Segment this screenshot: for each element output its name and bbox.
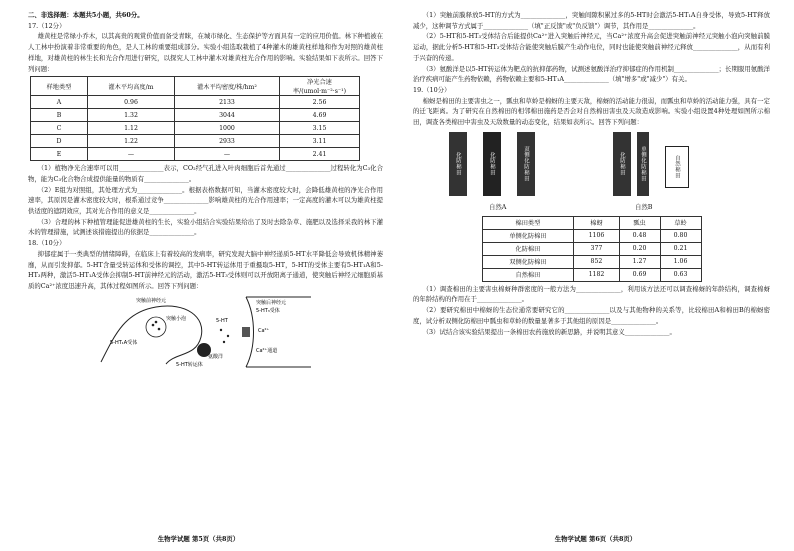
q17-table bbox=[30, 76, 360, 161]
table-cell: 1106 bbox=[574, 229, 619, 242]
q19-intro: 棉蚜是棉田的主要害虫之一，瓢虫和草蛉是棉蚜的主要天敌，棉蚜的活动能力很弱，而瓢虫和草蛉的活动能力强，具有一定的迁飞距离。为了研究在自然棉田的相邻棉田施药是否会对自然棉田害虫及天敌造成影响。实验小组设置4种处理如图所示棉田，调查各类棉田中害虫及天敌数量的动态变化，结果如表所示。回答下列问题： bbox=[413, 96, 770, 127]
fig-label: 5-HT₁A受体 bbox=[109, 339, 137, 346]
table-header-row bbox=[482, 216, 701, 229]
table-cell: 0.69 bbox=[619, 268, 660, 281]
q19-table bbox=[482, 216, 702, 282]
table-row bbox=[482, 242, 701, 255]
page-right bbox=[397, 0, 794, 551]
table-cell: 0.20 bbox=[619, 242, 660, 255]
table-cell: 0.96 bbox=[88, 96, 175, 109]
field-bar: 单侧化防棉田 bbox=[637, 132, 649, 196]
fig-caption: 自然B bbox=[635, 202, 653, 211]
table-header: 瓢虫 bbox=[619, 216, 660, 229]
q17-intro: 雄黄柱是常绿小乔木，以其高贵的观赏价值而备受青睐，在城市绿化、生态保护等方面具有一定的应用价值。林下种植被在人工林中扮演着非常重要的角色，是人工林的重要组成部分。实验小组选取栽植了4种灌木的雄黄柱样地和作为对照的雄黄柱样地，对雄黄柱的林生长和光合作用进行研究，以探究人工林中灌木对雄黄柱光合作用的影响。实验结果如下表所示。回答下列问题： bbox=[28, 32, 383, 73]
table-header: 棉田类型 bbox=[482, 216, 574, 229]
q19-sub1: （1）调查棉田的主要害虫棉蚜种群密度的一般方法为______________，利用该方法还可以调查棉蚜的年龄结构，调查棉蚜的年龄结构的作用在于______________。 bbox=[413, 284, 770, 304]
table-header: 灌木平均密度/株/hm² bbox=[175, 77, 280, 96]
q17-sub3: （3）合理的林下种植管理能促进雄黄柱的生长，实验小组结合实验结果给出了及时去除杂草、施肥以及选择采我的林下灌木的管理措施，试测述该措施提出的依据是______________。 bbox=[28, 217, 383, 237]
table-cell: 3.15 bbox=[280, 122, 360, 135]
q17-heading: 17.（12分） bbox=[28, 21, 66, 30]
table-cell: 2933 bbox=[175, 135, 280, 148]
table-row bbox=[482, 268, 701, 281]
table-cell: 0.80 bbox=[660, 229, 701, 242]
table-cell: 自然棉田 bbox=[482, 268, 574, 281]
table-cell: 4.69 bbox=[280, 109, 360, 122]
q18-sub3: （3）氨酸洋是以5-HT转运体为靶点的抗抑郁药物，试测述氨酸洋治疗抑郁症的作用机制______________；长期服用氨酸洋治疗疾病可能产生药物依赖，药物依赖主要和5-HT₁A______________（填"增多"或"减少"）有关。 bbox=[413, 64, 770, 84]
table-cell: C bbox=[31, 122, 88, 135]
table-cell: 单侧化防棉田 bbox=[482, 229, 574, 242]
table-cell: 0.21 bbox=[660, 242, 701, 255]
q18-sub2: （2）5-HT和5-HT₃受体结合后能提供Ca²⁺进入突触后神经元，当Ca²⁺浓度升高会促进突触前神经元突触小泡向突触前膜运动，据此分析5-HT和5-HT₃受体结合能使突触后膜产生动作电位，同时也能使突触前神经元释放______________，从而有利于兴奋的传递。 bbox=[413, 32, 770, 62]
table-cell: 1182 bbox=[574, 268, 619, 281]
fig-label: Ca²⁺通道 bbox=[255, 347, 277, 354]
table-row bbox=[31, 96, 360, 109]
table-cell: B bbox=[31, 109, 88, 122]
table-cell: 0.48 bbox=[619, 229, 660, 242]
table-header: 净光合速率/(umol·m⁻²·s⁻¹) bbox=[280, 77, 360, 96]
q19-sub3: （3）试结合该实验结果提出一条棉田农药施放的新思路，并说明其意义______________。 bbox=[422, 327, 676, 336]
q18-sub1: （1）突触前膜释放5-HT的方式为______________，突触间隙积累过多的5-HT时会激活5-HT₁A自身受体，导致5-HT释放减少，这种调节方式属于______________（填"正反馈"或"负反馈"）调节，其作用是______________。 bbox=[413, 11, 770, 30]
table-header: 样地类型 bbox=[31, 77, 88, 96]
table-cell: A bbox=[31, 96, 88, 109]
q19-sub2: （2）要研究棉田中棉蚜的生态位通常要研究它的______________以及与其他物种的关系等，比较棉田A和棉田B的棉蚜密度，试分析双侧化防棉田中瓢虫和草蛉的数量显著多于其他组的原因是______________。 bbox=[413, 306, 770, 325]
synaptic-vesicle bbox=[146, 317, 166, 337]
table-cell: 1.22 bbox=[88, 135, 175, 148]
table-header: 棉蚜 bbox=[574, 216, 619, 229]
page-footer-left: 生物学试题 第5页（共8页） bbox=[157, 535, 240, 543]
table-cell: — bbox=[175, 148, 280, 161]
fig-caption: 自然A bbox=[489, 202, 507, 211]
q18-intro: 抑郁症属于一类典型的情绪障碍，在临床上有着较高的发病率，研究发现大脑中神经递质5-HT水平降低会导致机体精神萎靡，从而引发抑郁。5-HT含量受转运体和受体的调控，其中5-HT转运体用于重摄取5-HT，5-HT的受体主要有5-HT₁A和5-HT₃两种，激活5-HT₁A受体会抑制5-HT前神经元的活动，激活5-HT₃受体则可以开放阳离子通道，使突触后神经元细胞质基质的Ca²⁺浓度迅速升高，其体过程如图所示。回答下列问题： bbox=[28, 249, 383, 290]
q18-heading: 18.（10分） bbox=[28, 239, 66, 248]
table-cell: 1.27 bbox=[619, 255, 660, 268]
q17-sub1: （1）植物净光合速率可以用______________表示，CO₂经气孔进入叶肉细胞后首先通过______________过程转化为C₃化合物，能为C₃化合物合成提供能量的物质有______________。 bbox=[28, 164, 383, 183]
table-row bbox=[31, 148, 360, 161]
table-cell: 3.11 bbox=[280, 135, 360, 148]
table-cell: 双侧化防棉田 bbox=[482, 255, 574, 268]
table-cell: E bbox=[31, 148, 88, 161]
section-heading: 二、非选择题：本题共5小题，共60分。 bbox=[28, 11, 144, 19]
table-cell: 化防棉田 bbox=[482, 242, 574, 255]
page-footer-right: 生物学试题 第6页（共8页） bbox=[554, 535, 637, 543]
field-bar: 自然棉田 bbox=[665, 146, 689, 188]
table-cell: 2.41 bbox=[280, 148, 360, 161]
field-layout-figure bbox=[413, 130, 770, 214]
table-row bbox=[482, 229, 701, 242]
table-header-row bbox=[31, 77, 360, 96]
table-cell: 3044 bbox=[175, 109, 280, 122]
table-cell: D bbox=[31, 135, 88, 148]
fig-label: Ca²⁺ bbox=[257, 327, 269, 334]
presynaptic-neuron-outline bbox=[101, 306, 202, 364]
table-cell: 1.32 bbox=[88, 109, 175, 122]
table-cell: 0.63 bbox=[660, 268, 701, 281]
table-cell: 2.56 bbox=[280, 96, 360, 109]
field-bar: 化防棉田 bbox=[449, 132, 467, 196]
receptor-channel bbox=[242, 327, 250, 337]
table-row bbox=[31, 122, 360, 135]
table-cell: 1000 bbox=[175, 122, 280, 135]
table-cell: 1.12 bbox=[88, 122, 175, 135]
fig-label: 5-HT bbox=[215, 317, 228, 324]
q17-sub2: （2）E组为对照组，其处理方式为______________。根据表格数据可知，当灌木密度较大时，会降低雄黄柱的净光合作用速率，其原因是灌木密度较大时，根系通过竞争______________影响雄黄柱的光合作用速率；一定高度的灌木可以为雄黄柱提供适度的遮阴效应，其对光合作用的意义是______________。 bbox=[28, 185, 383, 216]
q19-heading: 19.（10分） bbox=[413, 85, 451, 94]
field-bar: 双侧化防棉田 bbox=[517, 132, 535, 196]
table-cell: 377 bbox=[574, 242, 619, 255]
synapse-diagram bbox=[96, 292, 316, 370]
table-cell: 852 bbox=[574, 255, 619, 268]
table-row bbox=[31, 135, 360, 148]
field-bar: 化防棉田 bbox=[613, 132, 631, 196]
fig-label: 突触小泡 bbox=[165, 315, 186, 322]
table-cell: 1.06 bbox=[660, 255, 701, 268]
table-row bbox=[31, 109, 360, 122]
field-bar: 化防棉田 bbox=[483, 132, 501, 196]
fig-label: 突触后神经元 bbox=[255, 299, 286, 306]
table-header: 草蛉 bbox=[660, 216, 701, 229]
table-row bbox=[482, 255, 701, 268]
fig-label: 5-HT转运体 bbox=[175, 361, 203, 368]
fig-label: 突触前神经元 bbox=[135, 297, 166, 304]
table-header: 灌木平均高度/m bbox=[88, 77, 175, 96]
fig-label: 5-HT₃受体 bbox=[255, 307, 280, 314]
fig-label: 氨酸洋 bbox=[207, 353, 223, 360]
table-cell: 2133 bbox=[175, 96, 280, 109]
table-cell: — bbox=[88, 148, 175, 161]
